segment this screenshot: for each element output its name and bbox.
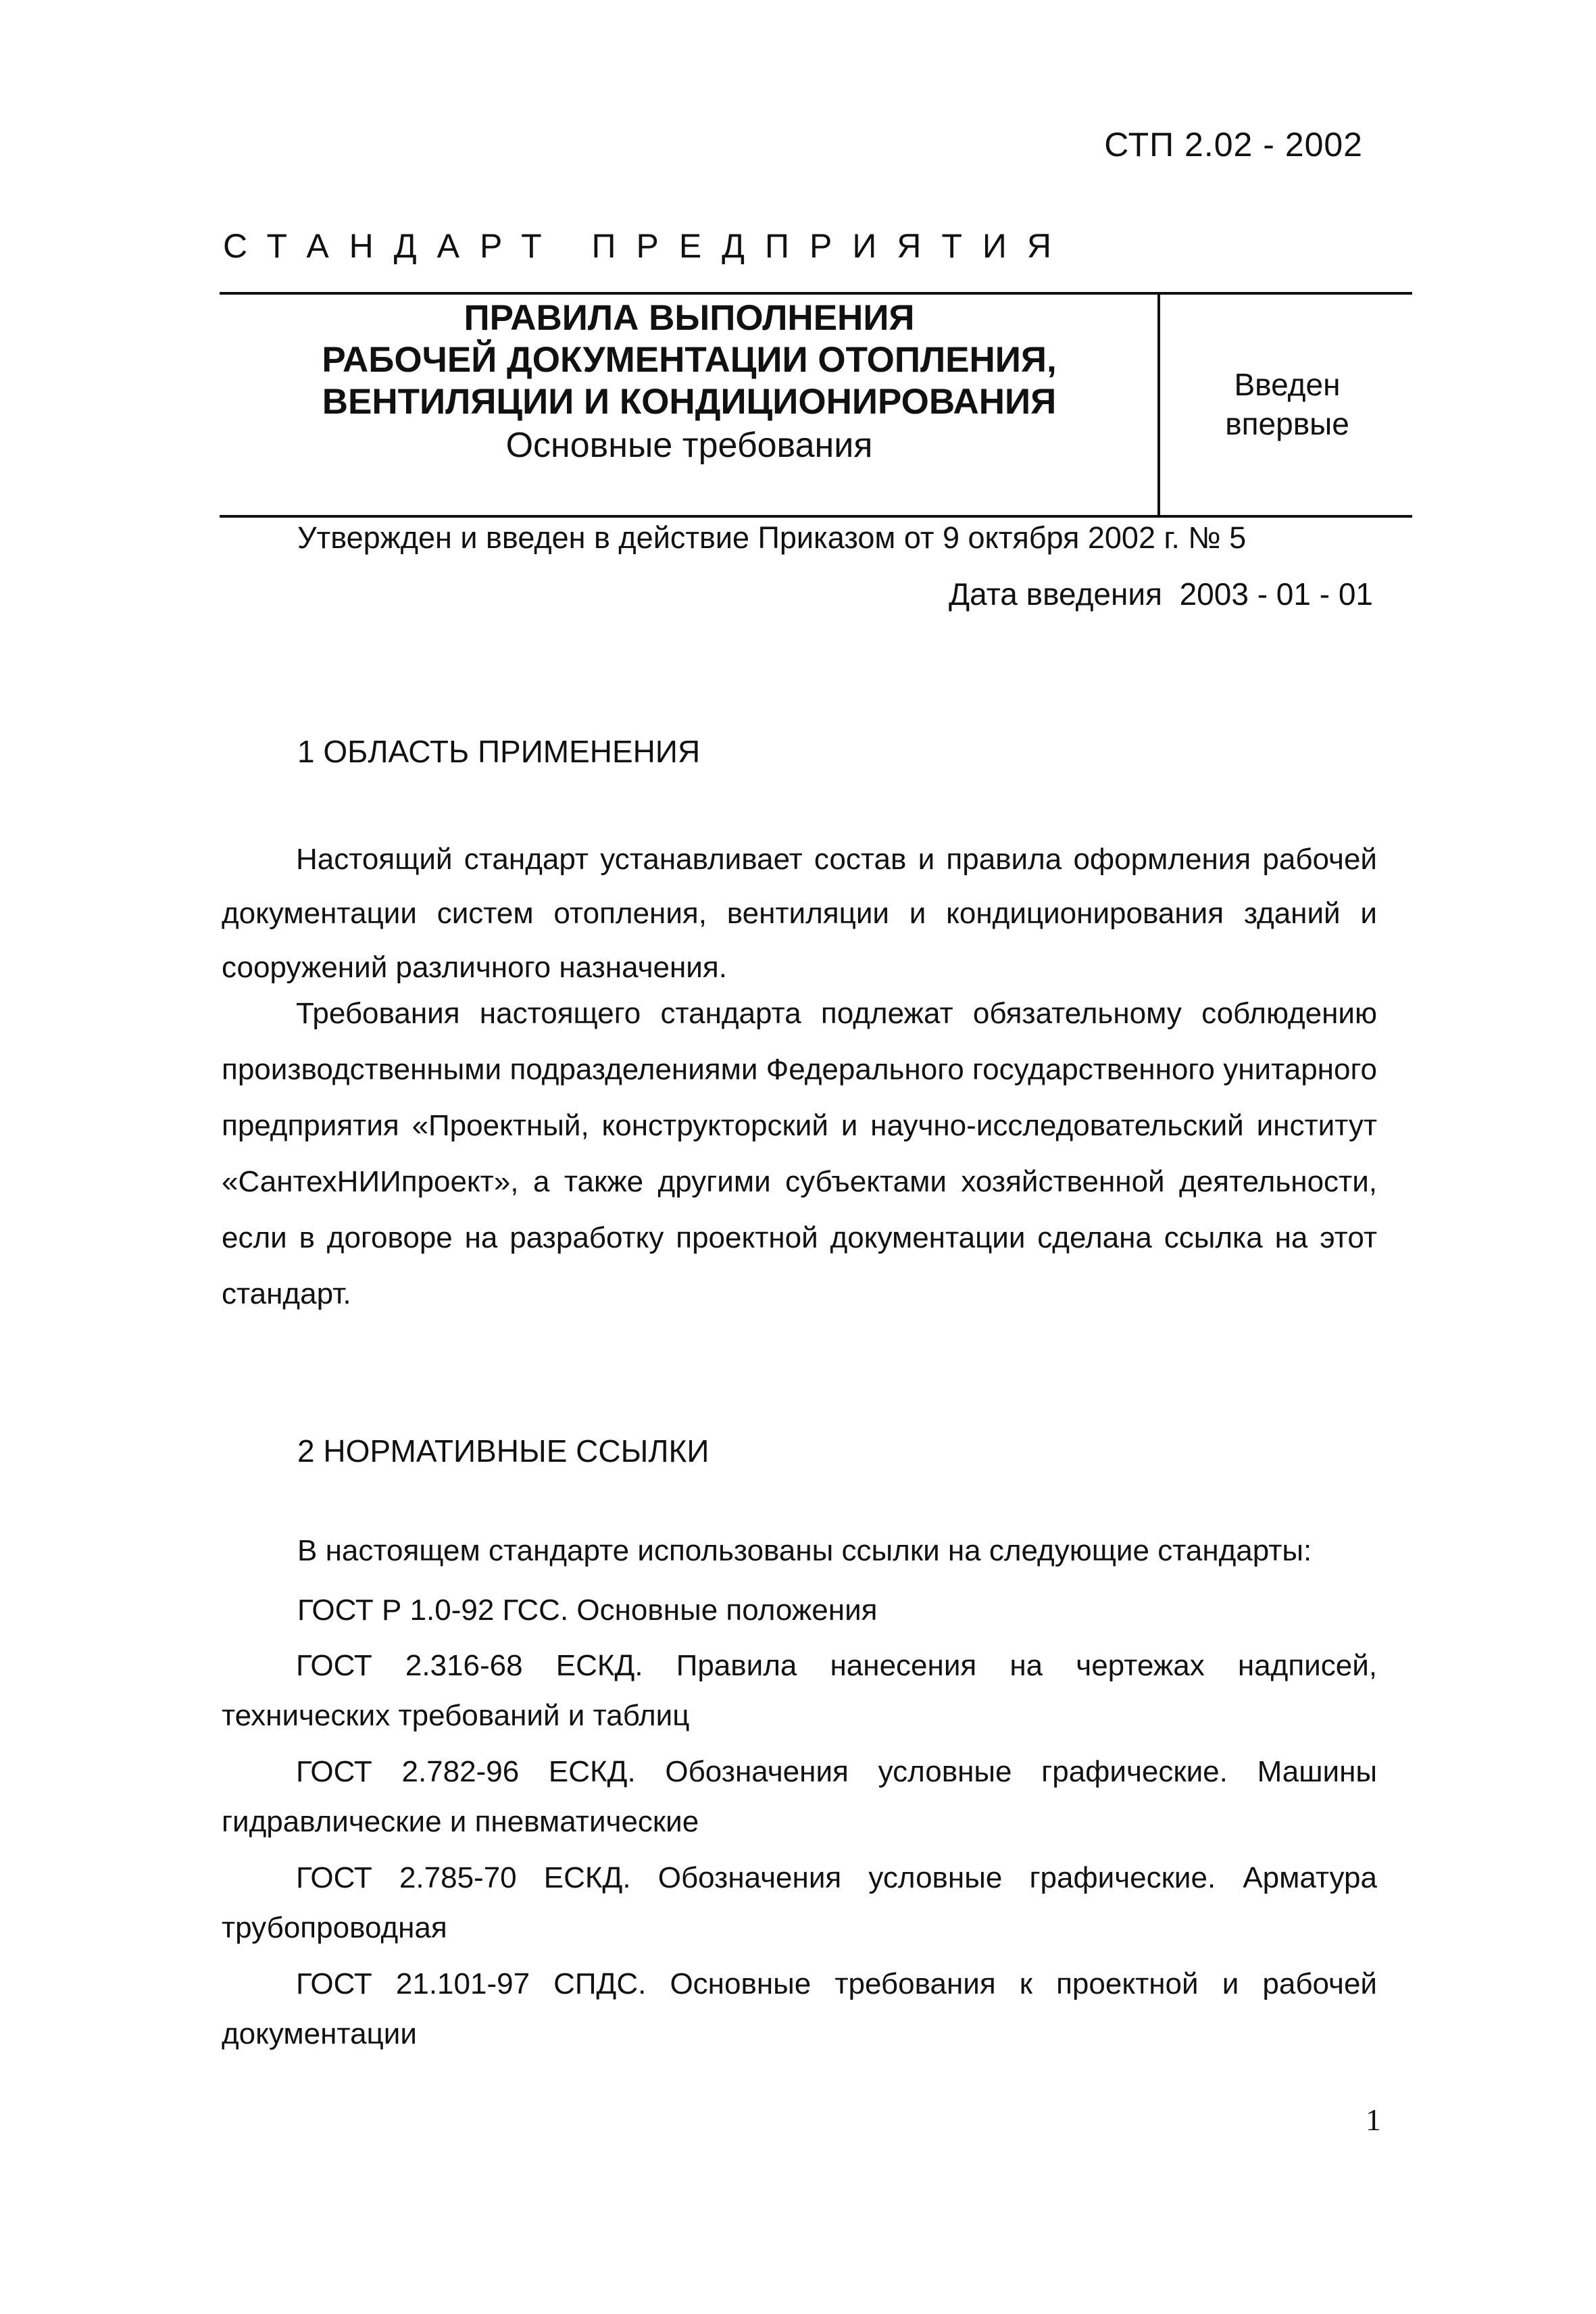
reference-item: ГОСТ 21.101-97 СПДС. Основные требования к проектной и рабочей документации [222,1967,1377,2050]
title-line-2: РАБОЧЕЙ ДОКУМЕНТАЦИИ ОТОПЛЕНИЯ, [322,340,1057,380]
section-1-paragraph-1: Настоящий стандарт устанавливает состав и правила оформления рабочей документации систем отопления, вентиляции и кондиционирования зданий и сооружений различного назначения. [222,843,1377,984]
reference-item: ГОСТ Р 1.0-92 ГСС. Основные положения [297,1594,878,1627]
intro-status-line-1: Введен [1234,367,1341,402]
approval-statement: Утвержден и введен в действие Приказом от 9 октября 2002 г. № 5 [297,520,1247,555]
references-intro: В настоящем стандарте использованы ссылки на следующие стандарты: [297,1534,1312,1567]
page-number: 1 [1366,2102,1381,2137]
intro-date-value: 2003 - 01 - 01 [1179,576,1373,612]
title-divider-rule [1157,292,1160,515]
title-subtitle: Основные требования [505,426,873,465]
intro-status-line-2: впервые [1225,406,1349,441]
section-1-title: 1 ОБЛАСТЬ ПРИМЕНЕНИЯ [297,734,701,769]
title-top-rule [220,292,1412,295]
section-2-title: 2 НОРМАТИВНЫЕ ССЫЛКИ [297,1433,709,1469]
reference-item: ГОСТ 2.316-68 ЕСКД. Правила нанесения на чертежах надписей, технических требований и таблиц [222,1649,1377,1732]
introduction-status [1162,365,1412,443]
reference-item: ГОСТ 2.785-70 ЕСКД. Обозначения условные графические. Арматура трубопроводная [222,1861,1377,1944]
title-bottom-rule [220,515,1412,518]
reference-item: ГОСТ 2.782-96 ЕСКД. Обозначения условные графические. Машины гидравлические и пневматические [222,1755,1377,1838]
title-line-3: ВЕНТИЛЯЦИИ И КОНДИЦИОНИРОВАНИЯ [322,382,1057,422]
intro-date-label: Дата введения [949,576,1163,612]
introduction-date [949,576,1373,612]
section-1-paragraph-2: Требования настоящего стандарта подлежат обязательному соблюдению производственными подразделениями Федерального государственного унитарного предприятия «Проектный, конструкторский и научно-исследовательский институт «СантехНИИпроект», а также другими субъектами хозяйственной деятельности, если в договоре на разработку проектной документации сделана ссылка на этот стандарт. [222,997,1377,1310]
title-line-1: ПРАВИЛА ВЫПОЛНЕНИЯ [464,298,915,338]
document-code: СТП 2.02 - 2002 [1104,126,1363,164]
document-title [223,297,1155,468]
standard-type-heading: СТАНДАРТ ПРЕДПРИЯТИЯ [223,227,1072,265]
